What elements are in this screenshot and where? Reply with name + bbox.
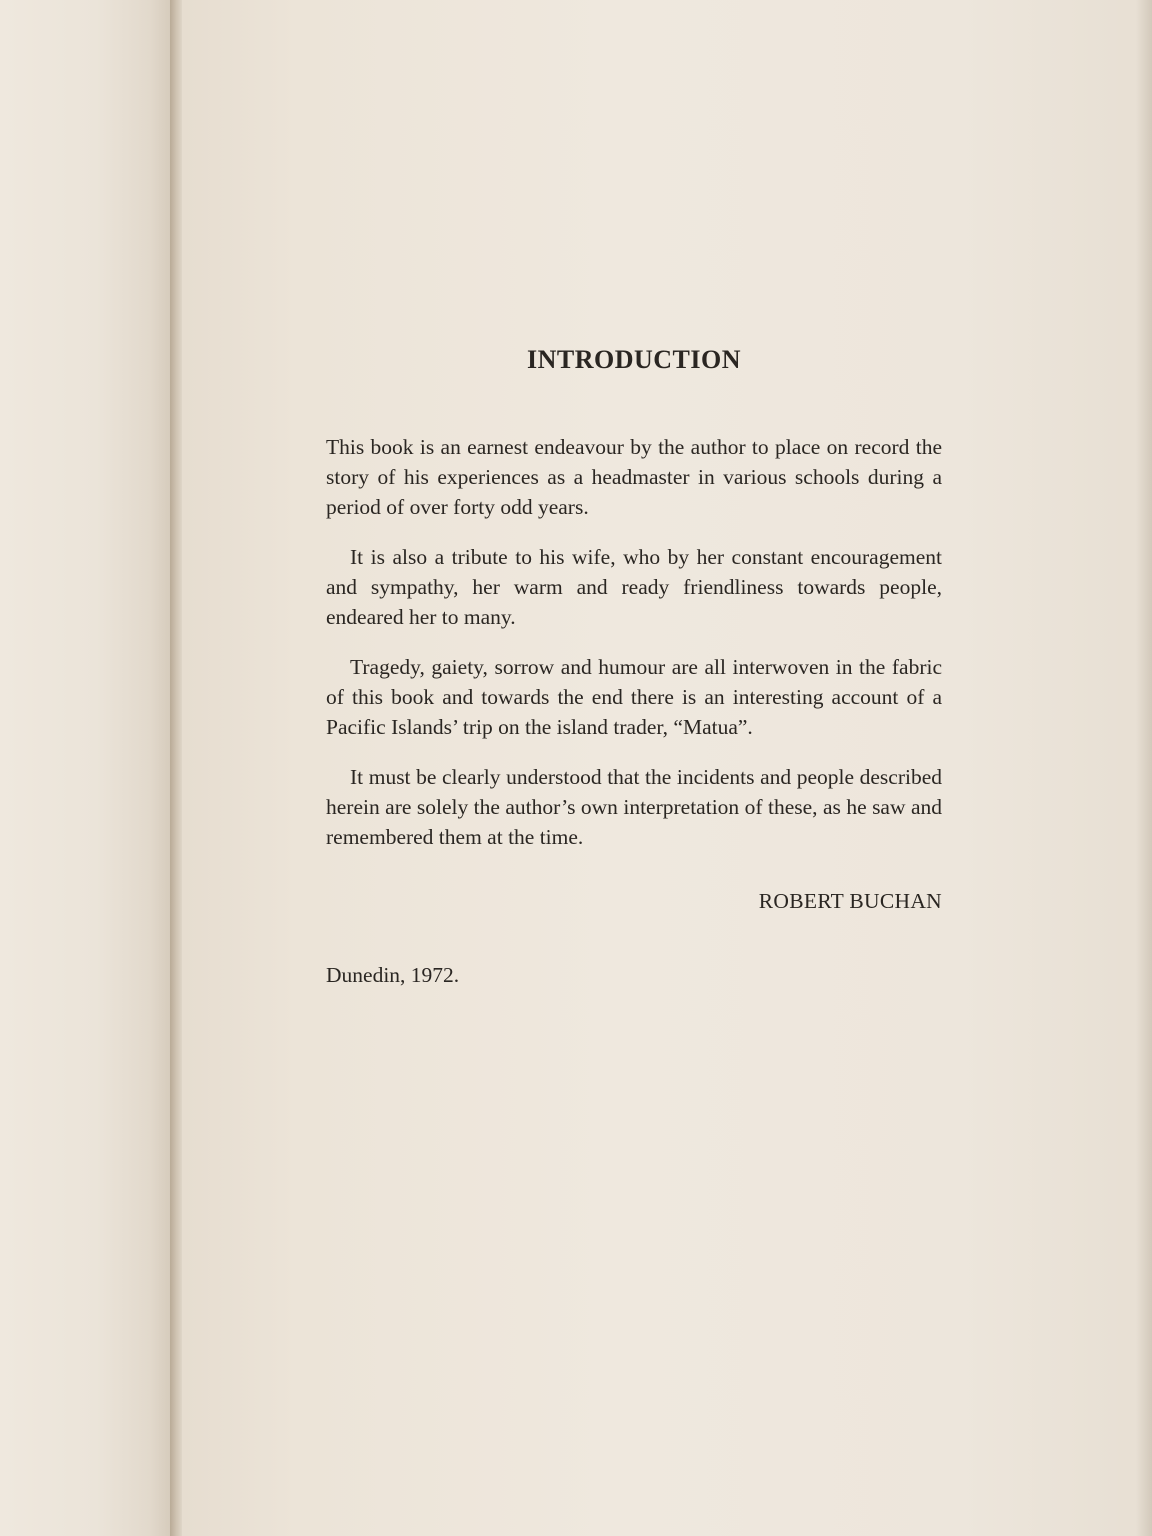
page-title: INTRODUCTION — [526, 345, 742, 374]
left-page — [0, 0, 176, 1536]
paragraph-4: It must be clearly understood that the incidents and people described herein are solely the author’s own interpretation of these, as he saw and remembered them at the time. — [326, 765, 942, 849]
place-and-date: Dunedin, 1972. — [326, 963, 460, 987]
page-edge-shadow — [1136, 0, 1152, 1536]
paragraph-1: This book is an earnest endeavour by the author to place on record the story of his experiences as a headmaster in various schools during a period of over forty odd years. — [326, 435, 942, 519]
introduction-text-block — [326, 340, 942, 990]
paragraph-2: It is also a tribute to his wife, who by her constant encouragement and sympathy, her warm and ready friendliness towards people, endeared her to many. — [326, 545, 942, 629]
author-signature: ROBERT BUCHAN — [758, 889, 942, 913]
paragraph-3: Tragedy, gaiety, sorrow and humour are all interwoven in the fabric of this book and towards the end there is an interesting account of a Pacific Islands’ trip on the island trader, “Matua”. — [326, 655, 942, 739]
